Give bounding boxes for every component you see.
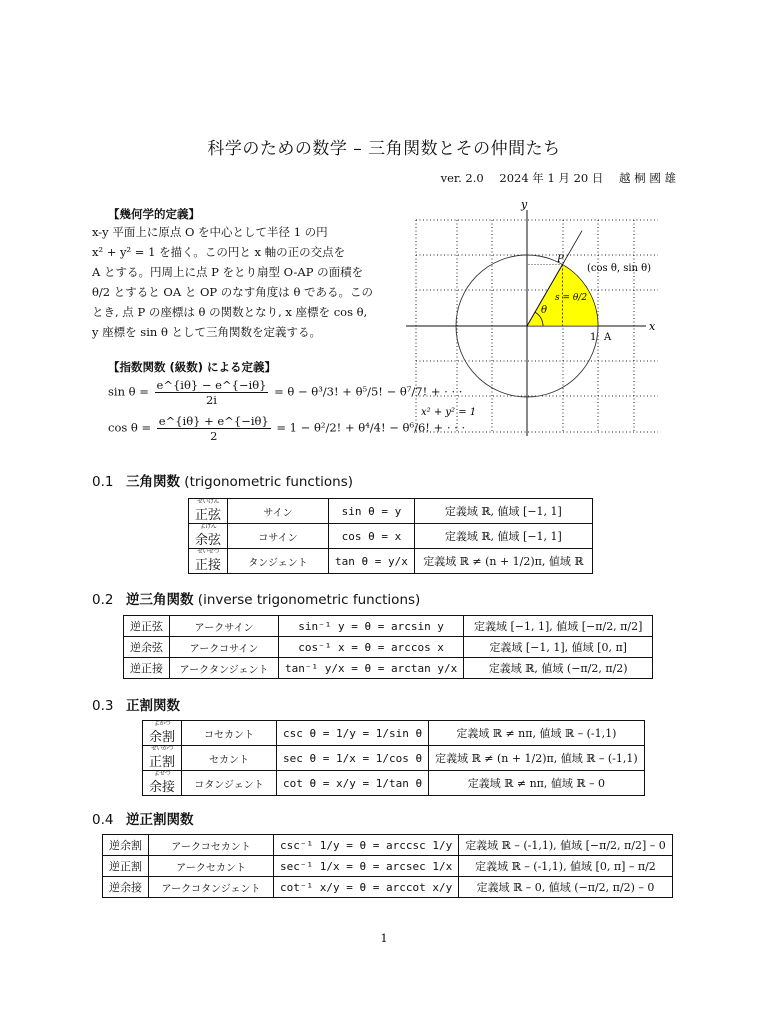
exponential-definition-heading: 【指数関数 (級数) による定義】 <box>108 360 277 374</box>
author-label: 越 桐 國 雄 <box>619 171 676 185</box>
table-inverse-secant-functions <box>102 834 673 898</box>
table-trig-functions <box>188 498 593 574</box>
geom-line: x² + y² = 1 を描く。この円と x 軸の正の交点を <box>92 245 346 259</box>
ruby-text: せいせつ <box>197 548 220 555</box>
cos-euler-fraction <box>157 414 271 443</box>
ruby-text: せいげん <box>197 498 220 505</box>
geom-line: θ/2 とすると OA と OP のなす角度は θ である。この <box>92 285 374 299</box>
point-p-label: P <box>557 254 564 265</box>
ruby-text: よせつ <box>153 770 171 777</box>
section-number: 0.4 <box>92 812 114 828</box>
cos-series-expansion: = 1 − θ²/2! + θ⁴/4! − θ⁶/6! + · · · <box>276 420 466 435</box>
function-name: 正接 <box>195 558 222 573</box>
geom-line: x-y 平面上に原点 O を中心として半径 1 の円 <box>92 225 328 239</box>
formula-cell: csc⁻¹ 1/y = θ = arccsc 1/y <box>274 835 459 856</box>
formula-cell: tan⁻¹ y/x = θ = arctan y/x <box>279 658 464 679</box>
section-heading-0-4 <box>92 808 194 828</box>
domain-cell: 定義域 ℝ – (-1,1), 値域 [−π/2, π/2] – 0 <box>459 835 673 856</box>
kana-cell: セカント <box>182 746 277 771</box>
domain-cell: 定義域 ℝ – (-1,1), 値域 [0, π] – π/2 <box>459 856 673 877</box>
kana-cell: タンジェント <box>228 549 329 574</box>
tick-one-label: 1 <box>590 332 597 343</box>
geom-line: とき, 点 P の座標は θ の関数となり, x 座標を cos θ, <box>92 305 368 319</box>
sin-fraction-numerator: e^{iθ} − e^{−iθ} <box>156 378 267 392</box>
domain-cell: 定義域 ℝ ≠ nπ, 値域 ℝ – 0 <box>429 771 645 796</box>
table-row <box>143 771 645 796</box>
function-name-cell <box>189 499 228 524</box>
kana-cell: アークサイン <box>170 616 279 637</box>
formula-cell: csc θ = 1/y = 1/sin θ <box>277 721 429 746</box>
coordinate-label: (cos θ, sin θ) <box>587 263 652 274</box>
geom-line: A とする。円周上に点 P をとり扇型 O-AP の面積を <box>92 265 364 279</box>
function-name-cell: 逆正弦 <box>124 616 170 637</box>
section-number: 0.3 <box>92 698 114 714</box>
arc-length-label: s = θ/2 <box>555 293 588 303</box>
domain-cell: 定義域 ℝ, 値域 [−1, 1] <box>414 524 592 549</box>
formula-cell: sec θ = 1/x = 1/cos θ <box>277 746 429 771</box>
geom-line: y 座標を sin θ として三角関数を定義する。 <box>92 325 322 339</box>
section-title-en: (inverse trigonometric functions) <box>197 592 421 608</box>
y-axis-label: y <box>521 198 528 211</box>
formula-cell: sec⁻¹ 1/x = θ = arcsec 1/x <box>274 856 459 877</box>
date-label: 2024 年 1 月 20 日 <box>499 171 604 185</box>
formula-cell: cos θ = x <box>329 524 415 549</box>
unit-circle-diagram <box>400 196 668 440</box>
geometric-definition-text <box>92 222 382 342</box>
section-number: 0.1 <box>92 474 114 490</box>
kana-cell: アークコタンジェント <box>149 877 274 898</box>
table-row <box>189 549 593 574</box>
version-label: ver. 2.0 <box>440 171 484 185</box>
formula-cell: cos⁻¹ x = θ = arccos x <box>279 637 464 658</box>
table-row <box>103 856 673 877</box>
table-row <box>124 658 653 679</box>
geometric-definition-heading: 【幾何学的定義】 <box>108 207 200 221</box>
table-secant-functions <box>142 720 645 796</box>
x-axis-label: x <box>649 320 656 333</box>
domain-cell: 定義域 [−1, 1], 値域 [0, π] <box>464 637 653 658</box>
domain-cell: 定義域 ℝ, 値域 (−π/2, π/2) <box>464 658 653 679</box>
domain-cell: 定義域 [−1, 1], 値域 [−π/2, π/2] <box>464 616 653 637</box>
section-heading-0-1 <box>92 470 353 490</box>
formula-cell: cot⁻¹ x/y = θ = arccot x/y <box>274 877 459 898</box>
sin-fraction-denominator: 2i <box>205 393 217 407</box>
function-name-cell <box>143 771 182 796</box>
section-heading-0-3 <box>92 694 180 714</box>
function-name-cell <box>189 524 228 549</box>
sin-lhs: sin θ = <box>108 384 149 399</box>
function-name: 正割 <box>149 755 176 770</box>
domain-cell: 定義域 ℝ ≠ nπ, 値域 ℝ – (-1,1) <box>429 721 645 746</box>
kana-cell: アークコセカント <box>149 835 274 856</box>
document-meta <box>441 170 676 186</box>
angle-label: θ <box>541 305 548 316</box>
kana-cell: コサイン <box>228 524 329 549</box>
table-inverse-trig-functions <box>123 615 653 679</box>
section-number: 0.2 <box>92 592 114 608</box>
table-row <box>103 877 673 898</box>
kana-cell: アークセカント <box>149 856 274 877</box>
kana-cell: コタンジェント <box>182 771 277 796</box>
kana-cell: アークコサイン <box>170 637 279 658</box>
ruby-text: よげん <box>199 523 217 530</box>
domain-cell: 定義域 ℝ ≠ (n + 1/2)π, 値域 ℝ – (-1,1) <box>429 746 645 771</box>
table-row <box>143 721 645 746</box>
function-name-cell: 逆余割 <box>103 835 149 856</box>
point-a-label: A <box>604 332 612 343</box>
section-title-en: (trigonometric functions) <box>184 474 354 490</box>
function-name-cell: 逆正割 <box>103 856 149 877</box>
ruby-text: よかつ <box>153 720 171 727</box>
function-name-cell: 逆余接 <box>103 877 149 898</box>
section-heading-0-2 <box>92 588 420 608</box>
circle-equation-label: x² + y² = 1 <box>421 407 477 418</box>
domain-cell: 定義域 ℝ ≠ (n + 1/2)π, 値域 ℝ <box>414 549 592 574</box>
section-title-jp: 三角関数 <box>126 474 180 490</box>
page-title: 科学のための数学 – 三角関数とその仲間たち <box>207 139 561 159</box>
page-number: 1 <box>380 931 388 945</box>
section-title-jp: 逆三角関数 <box>126 592 194 608</box>
sin-euler-fraction <box>155 378 269 407</box>
function-name-cell: 逆正接 <box>124 658 170 679</box>
table-row <box>103 835 673 856</box>
sin-series-expansion: = θ − θ³/3! + θ⁵/5! − θ⁷/7! + · · · <box>274 384 463 399</box>
function-name-cell <box>143 746 182 771</box>
cos-fraction-numerator: e^{iθ} + e^{−iθ} <box>158 414 269 428</box>
table-row <box>189 499 593 524</box>
section-title-jp: 正割関数 <box>126 698 180 714</box>
formula-cell: cot θ = x/y = 1/tan θ <box>277 771 429 796</box>
cos-lhs: cos θ = <box>108 420 152 435</box>
section-title-jp: 逆正割関数 <box>126 812 194 828</box>
function-name: 余割 <box>149 730 176 745</box>
kana-cell: コセカント <box>182 721 277 746</box>
formula-cell: sin⁻¹ y = θ = arcsin y <box>279 616 464 637</box>
function-name-cell: 逆余弦 <box>124 637 170 658</box>
function-name-cell <box>143 721 182 746</box>
kana-cell: サイン <box>228 499 329 524</box>
function-name: 余弦 <box>195 533 222 548</box>
function-name: 余接 <box>149 780 176 795</box>
formula-cell: sin θ = y <box>329 499 415 524</box>
function-name-cell <box>189 549 228 574</box>
domain-cell: 定義域 ℝ – 0, 値域 (−π/2, π/2) – 0 <box>459 877 673 898</box>
cos-fraction-denominator: 2 <box>210 429 218 443</box>
table-row <box>189 524 593 549</box>
table-row <box>124 616 653 637</box>
table-row <box>143 746 645 771</box>
ruby-text: せいかつ <box>151 745 174 752</box>
kana-cell: アークタンジェント <box>170 658 279 679</box>
domain-cell: 定義域 ℝ, 値域 [−1, 1] <box>414 499 592 524</box>
ray-extension <box>563 231 583 265</box>
formula-cell: tan θ = y/x <box>329 549 415 574</box>
table-row <box>124 637 653 658</box>
function-name: 正弦 <box>195 508 222 523</box>
